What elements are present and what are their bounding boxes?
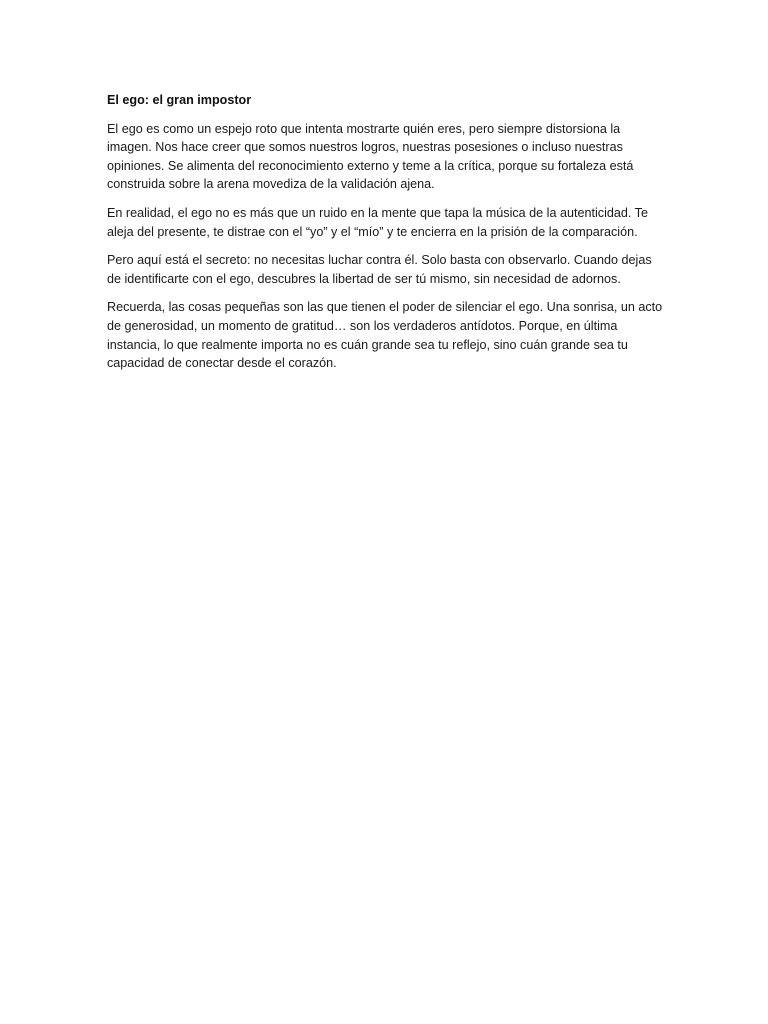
paragraph-4: Recuerda, las cosas pequeñas son las que tienen el poder de silenciar el ego. Una sonrisa, un acto de generosidad, un momento de gratitud… son los verdaderos antídotos. Porque, en última instancia, lo que realmente importa no es cuán grande sea tu reflejo, sino cuán grande sea tu capacidad de conectar desde el corazón. (107, 300, 663, 371)
document-title: El ego: el gran impostor (107, 93, 252, 107)
paragraph-1: El ego es como un espejo roto que intenta mostrarte quién eres, pero siempre distorsiona la imagen. Nos hace creer que somos nuestros logros, nuestras posesiones o incluso nuestras opiniones. Se alimenta del reconocimiento externo y teme a la crítica, porque su fortaleza está construida sobre la arena movediza de la validación ajena. (107, 121, 634, 192)
paragraph-3: Pero aquí está el secreto: no necesitas luchar contra él. Solo basta con observarlo. Cuando dejas de identificarte con el ego, descubres la libertad de ser tú mismo, sin necesidad de adornos. (107, 253, 652, 286)
document-body (107, 91, 663, 383)
paragraph-2: En realidad, el ego no es más que un ruido en la mente que tapa la música de la autenticidad. Te aleja del presente, te distrae con el “yo” y el “mío” y te encierra en la prisión de la comparación. (107, 205, 648, 239)
